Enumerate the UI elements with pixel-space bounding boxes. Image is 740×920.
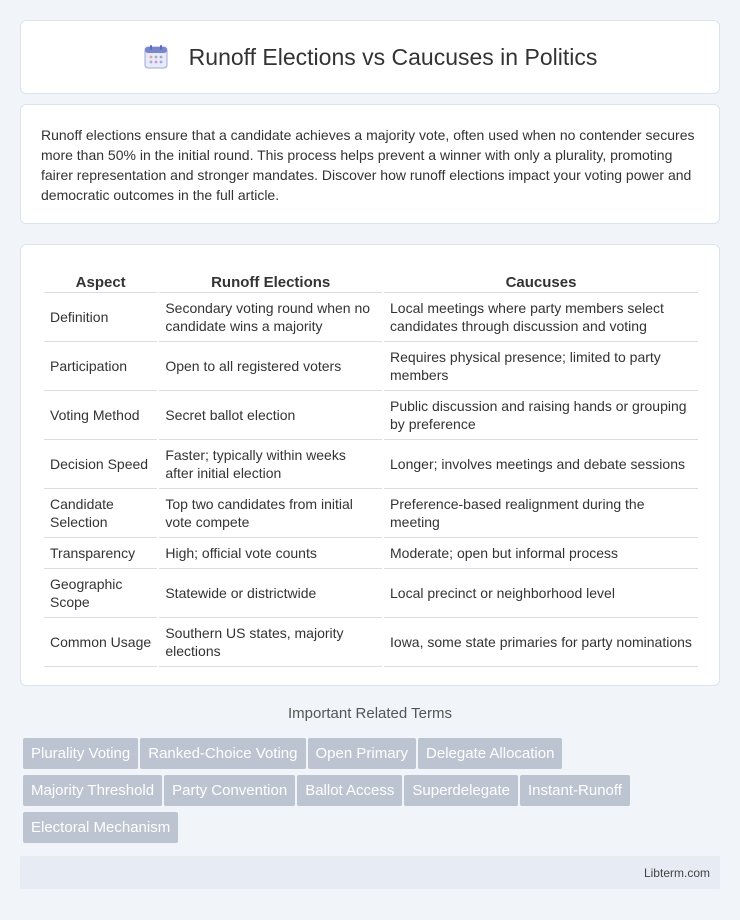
page-title: Runoff Elections vs Caucuses in Politics bbox=[188, 43, 598, 70]
table-row bbox=[44, 538, 698, 569]
cell-aspect: Decision Speed bbox=[44, 440, 157, 489]
tag-superdelegate[interactable]: Superdelegate bbox=[404, 775, 518, 806]
cell-runoff: Open to all registered voters bbox=[159, 342, 382, 391]
tag-party-convention[interactable]: Party Convention bbox=[164, 775, 295, 806]
table-row bbox=[44, 440, 698, 489]
cell-aspect: Voting Method bbox=[44, 391, 157, 440]
cell-aspect: Definition bbox=[44, 293, 157, 342]
tag-plurality-voting[interactable]: Plurality Voting bbox=[23, 738, 138, 769]
cell-runoff: Top two candidates from initial vote compete bbox=[159, 489, 382, 538]
tag-delegate-allocation[interactable]: Delegate Allocation bbox=[418, 738, 562, 769]
related-terms-title: Important Related Terms bbox=[288, 705, 452, 722]
cell-runoff: High; official vote counts bbox=[159, 538, 382, 569]
cell-caucuses: Public discussion and raising hands or grouping by preference bbox=[384, 391, 698, 440]
header-caucuses: Caucuses bbox=[384, 265, 698, 293]
tag-ranked-choice-voting[interactable]: Ranked-Choice Voting bbox=[140, 738, 305, 769]
tag-open-primary[interactable]: Open Primary bbox=[308, 738, 417, 769]
cell-runoff: Secondary voting round when no candidate wins a majority bbox=[159, 293, 382, 342]
cell-runoff: Secret ballot election bbox=[159, 391, 382, 440]
cell-aspect: Participation bbox=[44, 342, 157, 391]
cell-runoff: Southern US states, majority elections bbox=[159, 618, 382, 667]
header-aspect: Aspect bbox=[44, 265, 157, 293]
cell-caucuses: Local precinct or neighborhood level bbox=[384, 569, 698, 618]
tag-ballot-access[interactable]: Ballot Access bbox=[297, 775, 402, 806]
tag-electoral-mechanism[interactable]: Electoral Mechanism bbox=[23, 812, 178, 843]
header-card bbox=[20, 20, 720, 94]
cell-runoff: Statewide or districtwide bbox=[159, 569, 382, 618]
cell-aspect: Geographic Scope bbox=[44, 569, 157, 618]
table-row bbox=[44, 293, 698, 342]
table-row bbox=[44, 569, 698, 618]
footer bbox=[20, 856, 720, 889]
cell-aspect: Transparency bbox=[44, 538, 157, 569]
table-row bbox=[44, 342, 698, 391]
cell-caucuses: Local meetings where party members select candidates through discussion and voting bbox=[384, 293, 698, 342]
cell-caucuses: Moderate; open but informal process bbox=[384, 538, 698, 569]
related-terms-list bbox=[23, 738, 723, 849]
calendar-icon bbox=[143, 44, 169, 70]
tag-instant-runoff[interactable]: Instant-Runoff bbox=[520, 775, 630, 806]
cell-caucuses: Preference-based realignment during the meeting bbox=[384, 489, 698, 538]
cell-runoff: Faster; typically within weeks after initial election bbox=[159, 440, 382, 489]
cell-caucuses: Requires physical presence; limited to party members bbox=[384, 342, 698, 391]
header-runoff: Runoff Elections bbox=[159, 265, 382, 293]
cell-caucuses: Iowa, some state primaries for party nominations bbox=[384, 618, 698, 667]
table-row bbox=[44, 618, 698, 667]
table-header-row bbox=[44, 265, 698, 293]
tag-majority-threshold[interactable]: Majority Threshold bbox=[23, 775, 162, 806]
table-row bbox=[44, 391, 698, 440]
cell-caucuses: Longer; involves meetings and debate sessions bbox=[384, 440, 698, 489]
footer-site-link[interactable]: Libterm.com bbox=[643, 866, 710, 880]
intro-text: Runoff elections ensure that a candidate achieves a majority vote, often used when no contender secures more than 50% in the initial round. This process helps prevent a winner with only a plurality, promoting fairer representation and stronger mandates. Discover how runoff elections impact your voting power and democratic outcomes in the full article. bbox=[41, 127, 695, 203]
comparison-card bbox=[20, 244, 720, 686]
cell-aspect: Candidate Selection bbox=[44, 489, 157, 538]
cell-aspect: Common Usage bbox=[44, 618, 157, 667]
intro-card bbox=[20, 104, 720, 224]
table-row bbox=[44, 489, 698, 538]
comparison-table bbox=[42, 265, 700, 667]
